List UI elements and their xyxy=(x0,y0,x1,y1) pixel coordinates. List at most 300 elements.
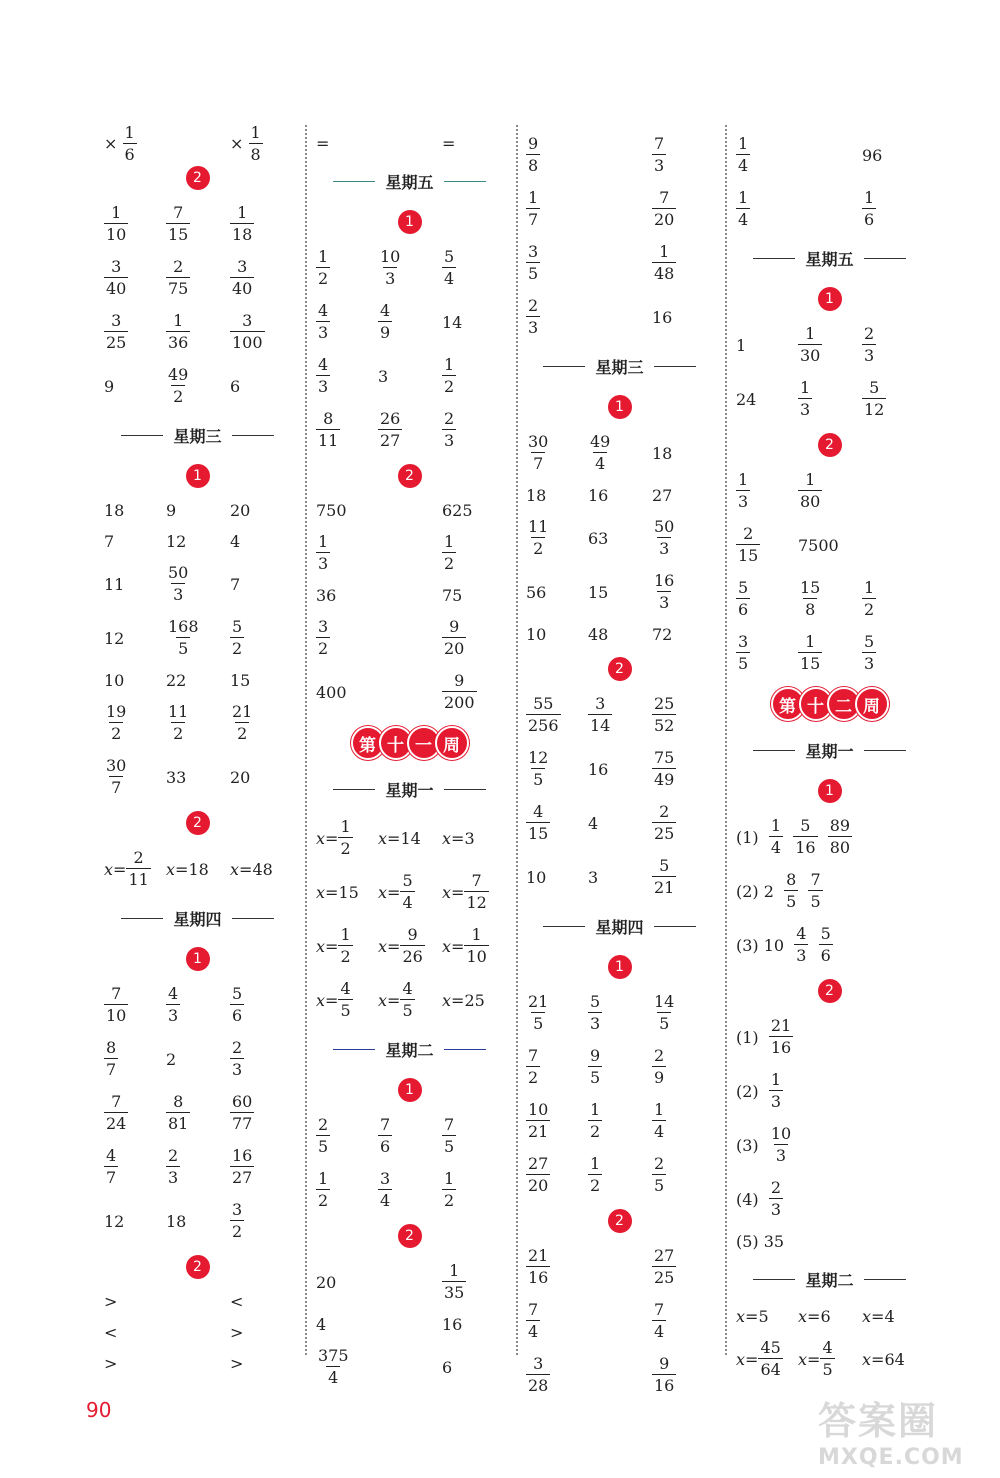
numerator: 2 xyxy=(659,802,670,821)
numerator: 1 xyxy=(864,188,875,207)
answer-text: x= xyxy=(442,936,465,956)
fraction xyxy=(862,380,886,418)
answer-cell xyxy=(104,1140,118,1194)
section-number xyxy=(312,1071,507,1109)
numerator: 5 xyxy=(820,924,831,943)
answer-cell xyxy=(378,811,421,865)
numerator: 25 xyxy=(654,694,675,713)
denominator: 2 xyxy=(590,1122,601,1141)
answer-cell xyxy=(652,688,676,742)
answer-cell xyxy=(230,1317,243,1348)
fraction xyxy=(862,580,876,618)
answer-text: (2) xyxy=(736,1081,759,1101)
denominator: 5 xyxy=(178,639,189,658)
numerator: 1 xyxy=(250,122,261,142)
denominator: 3 xyxy=(659,539,670,558)
heading-rule xyxy=(753,750,795,751)
answer-cell xyxy=(166,251,190,305)
answer-text: x=6 xyxy=(798,1307,831,1326)
answer-cell xyxy=(652,182,676,236)
denominator: 18 xyxy=(232,225,253,244)
numerator: 2 xyxy=(168,1146,179,1165)
numerator: 4 xyxy=(168,984,179,1003)
denominator: 2 xyxy=(590,1176,601,1195)
answer-text: × xyxy=(104,134,118,153)
answer-text: (3) 10 xyxy=(736,935,785,955)
answer-cell xyxy=(230,251,254,305)
variable-x: x xyxy=(736,1307,746,1326)
answer-row xyxy=(312,865,507,919)
answer-text: 22 xyxy=(166,671,187,690)
day-heading xyxy=(312,159,507,203)
section-number xyxy=(312,457,507,495)
fraction xyxy=(442,673,477,711)
heading-rule xyxy=(753,1279,795,1280)
denominator: 10 xyxy=(106,1006,127,1025)
answer-cell xyxy=(526,290,540,344)
fraction xyxy=(862,190,876,228)
numerator: 55 xyxy=(533,694,554,713)
answer-cell xyxy=(588,619,608,650)
denominator: 4 xyxy=(380,1191,391,1210)
answer-row xyxy=(100,251,295,305)
numerator: 11 xyxy=(528,517,549,536)
answer-cell xyxy=(104,611,124,665)
answer-row xyxy=(522,565,717,619)
answer-cell xyxy=(316,241,330,295)
section-number xyxy=(100,804,295,842)
fraction xyxy=(338,819,352,857)
fraction xyxy=(230,1040,244,1078)
answer-row xyxy=(312,1109,507,1163)
answer-cell xyxy=(736,626,750,680)
answer-row xyxy=(100,1194,295,1248)
section-number xyxy=(100,457,295,495)
answer-cell xyxy=(316,580,336,611)
heading-rule xyxy=(543,926,585,927)
answer-cell xyxy=(316,349,330,403)
answer-cell xyxy=(736,182,750,236)
numerator: 1 xyxy=(318,1169,329,1188)
answer-row xyxy=(100,495,295,526)
answer-text: > xyxy=(230,1354,244,1373)
fraction xyxy=(338,927,352,965)
answer-row xyxy=(732,626,927,680)
answer-cell xyxy=(104,750,128,804)
fraction xyxy=(526,1102,550,1140)
answer-cell xyxy=(736,464,750,518)
numerator: 7 xyxy=(380,1115,391,1134)
fraction xyxy=(378,411,402,449)
numerator: 16 xyxy=(232,1146,253,1165)
answer-text: x=14 xyxy=(378,828,421,848)
answer-text: x= xyxy=(798,1349,821,1369)
answer-row xyxy=(100,1286,295,1317)
answer-cell xyxy=(442,295,462,349)
answer-cell xyxy=(652,1040,666,1094)
answer-row xyxy=(312,1255,507,1309)
column-divider-3 xyxy=(725,125,727,1355)
denominator: 16 xyxy=(795,838,816,857)
denominator: 2 xyxy=(232,1222,243,1241)
answer-cell xyxy=(526,565,546,619)
answer-text: x= xyxy=(378,990,401,1010)
answer-cell xyxy=(862,1332,905,1386)
denominator: 36 xyxy=(168,333,189,352)
answer-row xyxy=(732,1332,927,1386)
denominator: 7 xyxy=(106,1060,117,1079)
answer-text: x= xyxy=(378,936,401,956)
denominator: 15 xyxy=(800,654,821,673)
fraction xyxy=(862,634,876,672)
answer-cell xyxy=(442,349,456,403)
answer-text: x=4 xyxy=(862,1307,895,1326)
answer-cell xyxy=(798,1332,835,1386)
day-title: 星期二 xyxy=(805,1270,854,1290)
answer-cell xyxy=(104,122,137,164)
number-badge: 2 xyxy=(818,433,842,457)
answer-row xyxy=(732,518,927,572)
fraction xyxy=(442,1117,456,1155)
denominator: 8 xyxy=(805,600,816,619)
fraction xyxy=(798,326,822,364)
day-heading xyxy=(312,1027,507,1071)
answer-row xyxy=(312,665,507,719)
fraction xyxy=(526,136,540,174)
answer-row xyxy=(312,580,507,611)
watermark-text: 答案圈 xyxy=(818,1399,939,1443)
fraction xyxy=(104,1148,118,1186)
fraction xyxy=(249,122,263,164)
number-badge: 2 xyxy=(186,811,210,835)
answer-cell xyxy=(736,1118,793,1172)
answer-cell xyxy=(442,495,473,526)
variable-x: x xyxy=(442,828,452,848)
fraction xyxy=(442,1263,466,1301)
denominator: 14 xyxy=(590,716,611,735)
fraction xyxy=(820,1340,834,1378)
answer-cell xyxy=(104,1286,117,1317)
numerator: 2 xyxy=(528,296,539,315)
fraction xyxy=(808,872,822,910)
denominator: 20 xyxy=(654,210,675,229)
answer-cell xyxy=(798,626,822,680)
denominator: 5 xyxy=(402,1001,413,1020)
answer-text: 20 xyxy=(316,1272,337,1292)
answer-text: 18 xyxy=(526,486,547,505)
section-number xyxy=(732,426,927,464)
fraction xyxy=(588,434,612,472)
denominator: 3 xyxy=(864,346,875,365)
answer-cell xyxy=(588,426,612,480)
denominator: 24 xyxy=(106,1114,127,1133)
answer-text: 20 xyxy=(230,767,251,787)
numerator: 1 xyxy=(471,925,482,944)
answer-text: = xyxy=(316,134,330,153)
answer-cell xyxy=(652,850,676,904)
answer-cell xyxy=(316,811,353,865)
answer-row xyxy=(732,810,927,864)
answer-cell xyxy=(588,511,608,565)
fraction xyxy=(104,986,128,1024)
answer-text: x=3 xyxy=(442,828,475,848)
numerator: 1 xyxy=(805,324,816,343)
answer-text: 20 xyxy=(230,501,251,520)
answer-text: > xyxy=(104,1292,118,1311)
answer-text: x=64 xyxy=(862,1349,905,1369)
answer-cell xyxy=(316,128,329,159)
numerator: 7 xyxy=(659,188,670,207)
answer-cell xyxy=(230,1086,254,1140)
numerator: 375 xyxy=(318,1346,349,1365)
answer-row xyxy=(312,403,507,457)
numerator: 12 xyxy=(528,748,549,767)
fraction xyxy=(588,1048,602,1086)
answer-cell xyxy=(736,1301,769,1332)
fraction xyxy=(230,205,254,243)
answer-text: 9 xyxy=(104,376,115,396)
answer-row xyxy=(312,811,507,865)
answer-cell xyxy=(526,986,550,1040)
fraction xyxy=(798,580,822,618)
answer-cell xyxy=(442,665,477,719)
answer-text: 63 xyxy=(588,528,609,548)
answer-cell xyxy=(166,495,176,526)
answer-text: 6 xyxy=(442,1357,453,1377)
numerator: 4 xyxy=(822,1338,833,1357)
denominator: 3 xyxy=(796,946,807,965)
denominator: 3 xyxy=(528,318,539,337)
answer-cell xyxy=(736,518,760,572)
answer-text: (1) xyxy=(736,827,759,847)
answer-cell xyxy=(166,1140,180,1194)
denominator: 2 xyxy=(318,1191,329,1210)
answer-cell xyxy=(230,1032,244,1086)
answer-text: (1) xyxy=(736,1027,759,1047)
number-badge: 2 xyxy=(818,979,842,1003)
heading-rule xyxy=(654,366,696,367)
week-heading xyxy=(732,680,927,728)
answer-cell xyxy=(166,557,190,611)
day-heading xyxy=(100,413,295,457)
answer-cell xyxy=(862,182,876,236)
fraction xyxy=(526,190,540,228)
denominator: 2 xyxy=(232,639,243,658)
answer-text: x= xyxy=(442,882,465,902)
fraction xyxy=(736,472,750,510)
day-title: 星期五 xyxy=(385,172,434,192)
answer-text: 24 xyxy=(736,389,757,409)
variable-x: x xyxy=(378,990,388,1010)
fraction xyxy=(316,534,330,572)
fraction xyxy=(736,190,750,228)
answer-cell xyxy=(652,1348,676,1402)
answer-row xyxy=(100,842,295,896)
fraction xyxy=(166,205,190,243)
numerator: 2 xyxy=(654,1154,665,1173)
answer-cell xyxy=(588,688,612,742)
number-badge: 1 xyxy=(818,287,842,311)
numerator: 4 xyxy=(106,1146,117,1165)
numerator: 1 xyxy=(800,378,811,397)
answer-row xyxy=(100,1086,295,1140)
numerator: 7 xyxy=(528,1046,539,1065)
answer-row xyxy=(732,182,927,236)
day-title: 星期一 xyxy=(385,780,434,800)
answer-cell xyxy=(104,696,128,750)
denominator: 27 xyxy=(380,431,401,450)
numerator: 1 xyxy=(805,470,816,489)
answer-text: 12 xyxy=(104,628,125,648)
answer-row xyxy=(100,197,295,251)
fraction xyxy=(769,1126,793,1164)
answer-cell xyxy=(736,810,852,864)
numerator: 4 xyxy=(318,355,329,374)
denominator: 5 xyxy=(533,770,544,789)
answer-cell xyxy=(166,978,180,1032)
denominator: 11 xyxy=(318,431,339,450)
answer-cell xyxy=(166,526,186,557)
numerator: 7 xyxy=(111,984,122,1003)
answer-text: (5) 35 xyxy=(736,1232,785,1251)
answer-row xyxy=(312,1340,507,1394)
fraction xyxy=(230,986,244,1024)
denominator: 4 xyxy=(402,893,413,912)
answer-text: x=15 xyxy=(316,882,359,902)
denominator: 3 xyxy=(444,431,455,450)
number-badge: 1 xyxy=(608,955,632,979)
answer-text: (4) xyxy=(736,1189,759,1209)
answer-text: 4 xyxy=(588,813,599,833)
denominator: 2 xyxy=(173,724,184,743)
week-char-badge: 二 xyxy=(827,687,861,721)
answer-cell xyxy=(652,236,676,290)
numerator: 1 xyxy=(590,1154,601,1173)
answer-text: x= xyxy=(316,990,339,1010)
answer-row xyxy=(522,1040,717,1094)
answer-text: 16 xyxy=(588,759,609,779)
answer-row xyxy=(522,688,717,742)
answer-row xyxy=(100,526,295,557)
answer-text: 15 xyxy=(588,582,609,602)
numerator: 3 xyxy=(738,632,749,651)
fraction xyxy=(400,927,424,965)
answer-text: 7 xyxy=(230,574,241,594)
answer-cell xyxy=(442,611,466,665)
denominator: 5 xyxy=(738,654,749,673)
answer-row xyxy=(522,1294,717,1348)
number-badge: 1 xyxy=(608,395,632,419)
answer-cell xyxy=(588,742,608,796)
numerator: 45 xyxy=(760,1338,781,1357)
answer-cell xyxy=(526,796,550,850)
denominator: 5 xyxy=(533,1014,544,1033)
answer-text: 75 xyxy=(442,586,463,605)
fraction xyxy=(526,1048,540,1086)
answer-cell xyxy=(526,236,540,290)
fraction xyxy=(652,136,666,174)
answer-cell xyxy=(652,1240,676,1294)
answer-column-4 xyxy=(732,128,927,1386)
answer-cell xyxy=(104,1086,128,1140)
fraction xyxy=(104,205,128,243)
numerator: 1 xyxy=(318,247,329,266)
denominator: 6 xyxy=(124,144,135,164)
denominator: 2 xyxy=(533,539,544,558)
numerator: 1 xyxy=(444,532,455,551)
denominator: 3 xyxy=(800,400,811,419)
numerator: 2 xyxy=(133,848,144,867)
answer-cell xyxy=(104,1032,118,1086)
answer-row xyxy=(732,1010,927,1064)
fraction xyxy=(652,804,676,842)
answer-row xyxy=(732,572,927,626)
answer-cell xyxy=(588,1040,602,1094)
numerator: 2 xyxy=(173,257,184,276)
answer-text: 72 xyxy=(652,625,673,644)
denominator: 5 xyxy=(528,264,539,283)
answer-cell xyxy=(798,464,822,518)
denominator: 5 xyxy=(810,892,821,911)
fraction xyxy=(652,696,676,734)
answer-row xyxy=(100,305,295,359)
numerator: 4 xyxy=(318,301,329,320)
numerator: 5 xyxy=(590,992,601,1011)
numerator: 1 xyxy=(528,188,539,207)
denominator: 4 xyxy=(654,1122,665,1141)
denominator: 16 xyxy=(654,1376,675,1395)
denominator: 5 xyxy=(654,1176,665,1195)
answer-cell xyxy=(104,1194,124,1248)
denominator: 15 xyxy=(738,546,759,565)
numerator: 168 xyxy=(168,617,199,636)
answer-cell xyxy=(652,742,676,796)
fraction xyxy=(230,313,265,351)
numerator: 1 xyxy=(340,817,351,836)
numerator: 5 xyxy=(402,871,413,890)
fraction xyxy=(166,259,190,297)
answer-cell xyxy=(166,696,190,750)
answer-text: 750 xyxy=(316,501,347,520)
answer-cell xyxy=(736,572,750,626)
numerator: 21 xyxy=(770,1016,792,1035)
denominator: 2 xyxy=(444,377,455,396)
numerator: 1 xyxy=(111,203,122,222)
numerator: 1 xyxy=(237,203,248,222)
answer-row xyxy=(522,290,717,344)
answer-cell xyxy=(316,295,330,349)
answer-cell xyxy=(736,372,756,426)
answer-text: 16 xyxy=(652,307,673,327)
answer-cell xyxy=(378,349,388,403)
denominator: 10 xyxy=(106,225,127,244)
denominator: 7 xyxy=(533,454,544,473)
answer-cell xyxy=(442,1340,452,1394)
number-badge: 2 xyxy=(186,1255,210,1279)
variable-x: x xyxy=(230,859,240,879)
fraction xyxy=(758,1340,782,1378)
numerator: 1 xyxy=(444,355,455,374)
answer-text: x=5 xyxy=(736,1307,769,1326)
number-badge: 2 xyxy=(608,1209,632,1233)
answer-row xyxy=(522,619,717,650)
answer-text: 3 xyxy=(378,366,389,386)
answer-text: 16 xyxy=(442,1315,463,1334)
denominator: 100 xyxy=(232,333,263,352)
answer-text: > xyxy=(104,1354,118,1373)
answer-row xyxy=(522,742,717,796)
numerator: 8 xyxy=(786,870,797,889)
